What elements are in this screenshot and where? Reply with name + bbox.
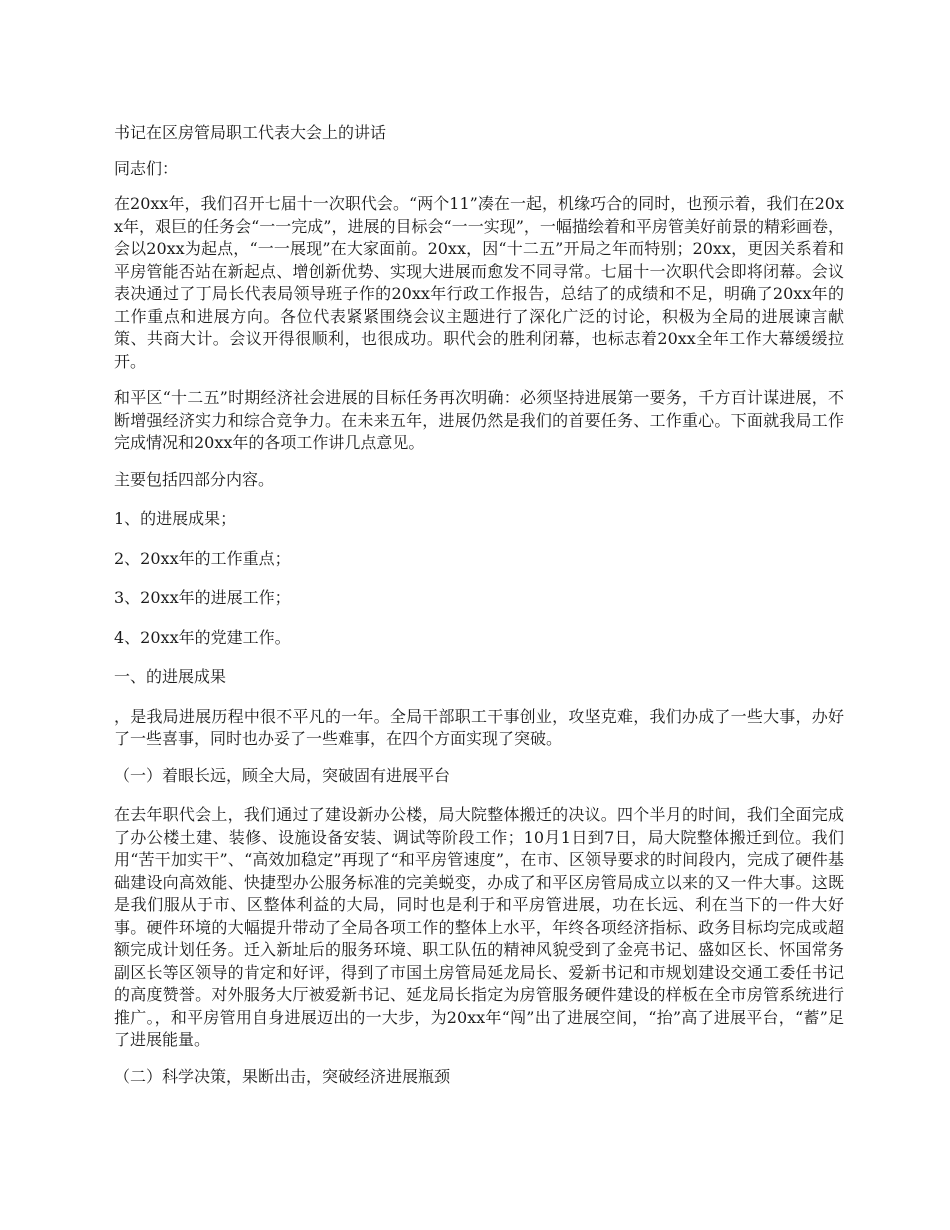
- list-item-1: 1、的进展成果；: [114, 509, 237, 528]
- document-page: [114, 122, 844, 1102]
- subsection-heading-2: （二）科学决策，果断出击，突破经济进展瓶颈: [114, 1066, 451, 1086]
- list-item-2: 2、20xx年的工作重点；: [114, 548, 291, 568]
- section-heading-1: 一、的进展成果: [114, 667, 227, 686]
- list-item-4: 4、20xx年的党建工作。: [114, 627, 291, 647]
- paragraph-intro: 在20xx年，我们召开七届十一次职代会。“两个11”凑在一起，机缘巧合的同时，也预示着，我们在20xx年，艰巨的任务会“一一完成”，进展的目标会“一一实现”，一幅描绘着和平房管美好前景的精彩画卷，会以20xx为起点，“一一展现”在大家面前。20xx，因“十二五”开局之年而特别；20xx，更因关系着和平房管能否站在新起点、增创新优势、实现大进展而愈发不同寻常。七届十一次职代会即将闭幕。会议表决通过了丁局长代表局领导班子作的20xx年行政工作报告，总结了的成绩和不足，明确了20xx年的工作重点和进展方向。各位代表紧紧围绕会议主题进行了深化广泛的讨论，积极为全局的进展谏言献策、共商大计。会议开得很顺利，也很成功。职代会的胜利闭幕，也标志着20xx全年工作大幕缓缓拉开。: [114, 194, 844, 371]
- subsection-heading-1: （一）着眼长远，顾全大局，突破固有进展平台: [114, 765, 451, 785]
- paragraph-achievements: ，是我局进展历程中很不平凡的一年。全局干部职工干事创业，攻坚克难，我们办成了一些大事，办好了一些喜事，同时也办妥了一些难事，在四个方面实现了突破。: [114, 706, 844, 748]
- paragraph-outline-intro: 主要包括四部分内容。: [114, 469, 275, 489]
- document-title: 书记在区房管局职工代表大会上的讲话: [114, 123, 387, 142]
- paragraph-goals: 和平区“十二五”时期经济社会进展的目标任务再次明确：必须坚持进展第一要务，千方百计谋进展，不断增强经济实力和综合竞争力。在未来五年，进展仍然是我们的首要任务、工作重心。下面就我局工作完成情况和20xx年的各项工作讲几点意见。: [114, 388, 844, 452]
- paragraph-relocation: 在去年职代会上，我们通过了建设新办公楼，局大院整体搬迁的决议。四个半月的时间，我们全面完成了办公楼土建、装修、设施设备安装、调试等阶段工作；10月1日到7日，局大院整体搬迁到位。我们用“苦干加实干”、“高效加稳定”再现了“和平房管速度”，在市、区领导要求的时间段内，完成了硬件基础建设向高效能、快捷型办公服务标准的完美蜕变，办成了和平区房管局成立以来的又一件大事。这既是我们服从于市、区整体利益的大局，同时也是利于和平房管进展，功在长远、利在当下的一件大好事。硬件环境的大幅提升带动了全局各项工作的整体上水平，年终各项经济指标、政务目标均完成或超额完成计划任务。迁入新址后的服务环境、职工队伍的精神风貌受到了金亮书记、盛如区长、怀国常务副区长等区领导的肯定和好评，得到了市国土房管局延龙局长、爱新书记和市规划建设交通工委任书记的高度赞誉。对外服务大厅被爱新书记、延龙局长指定为房管服务硬件建设的样板在全市房管系统进行推广。，和平房管用自身进展迈出的一大步，为20xx年“闯”出了进展空间，“抬”高了进展平台，“蓄”足了进展能量。: [114, 805, 844, 1049]
- greeting: 同志们：: [114, 158, 179, 178]
- list-item-3: 3、20xx年的进展工作；: [114, 588, 291, 607]
